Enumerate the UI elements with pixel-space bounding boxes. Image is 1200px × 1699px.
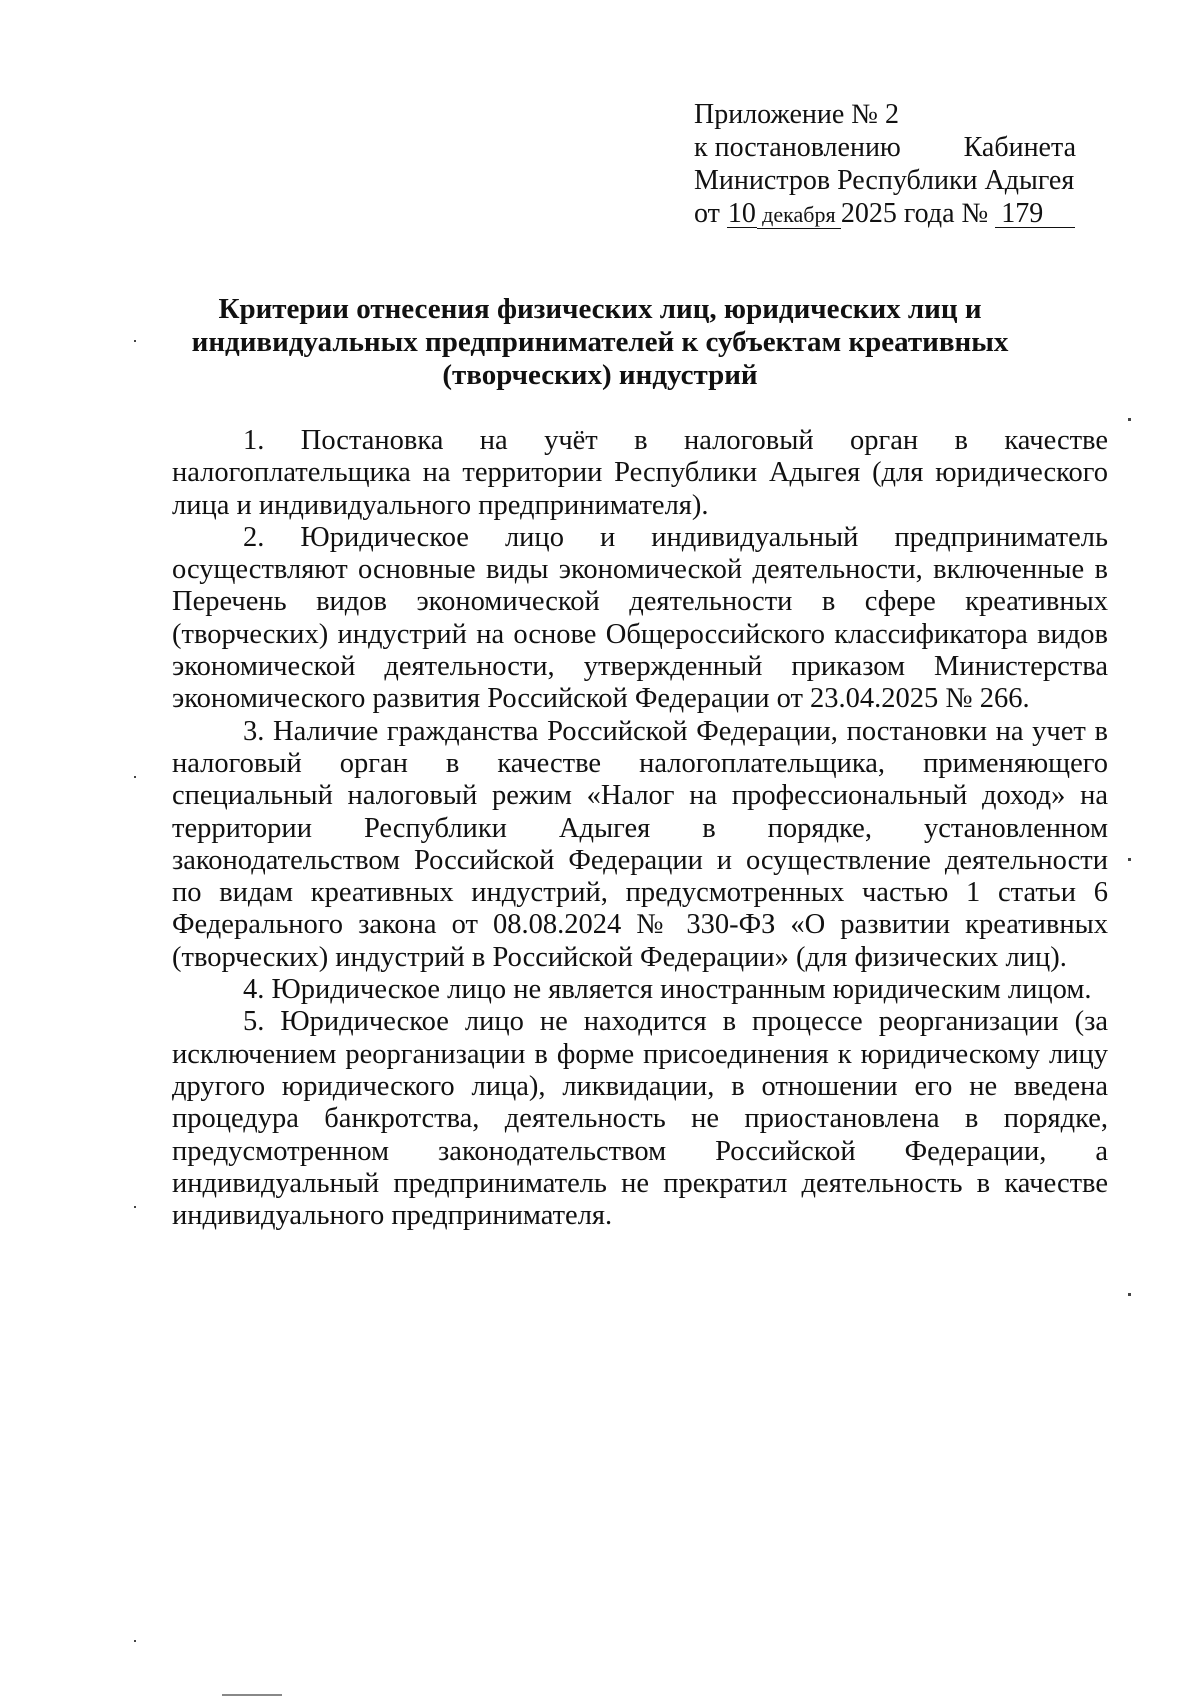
scan-speck	[1128, 858, 1131, 861]
scan-speck	[134, 340, 136, 342]
appendix-date-line	[694, 197, 1084, 230]
scan-speck	[134, 776, 136, 778]
scan-speck	[222, 1694, 282, 1696]
paragraph-5: 5. Юридическое лицо не находится в процессе реорганизации (за исключением реорганизации в форме присоединения к юридическому лицу другого юридического лица), ликвидации, в отношении его не введена процедура банкротства, деятельность не приостановлена в порядке, предусмотренном законодательством Российской Федерации, а индивидуальный предприниматель не прекратил деятельность в качестве индивидуального предпринимателя.	[172, 1006, 1108, 1232]
appendix-ministers-line: Министров Республики Адыгея	[694, 165, 1075, 196]
date-year: 2025 года №	[840, 198, 989, 229]
appendix-resolution-line	[694, 131, 1076, 164]
title-line-1: Критерии отнесения физических лиц, юридических лиц и	[218, 293, 982, 325]
scan-speck	[134, 1640, 136, 1642]
paragraph-1: 1. Постановка на учёт в налоговый орган в качестве налогоплательщика на территории Республики Адыгея (для юридического лица и индивидуального предпринимателя).	[172, 425, 1108, 521]
document-body	[172, 425, 1108, 1232]
date-day: 10	[727, 198, 756, 229]
date-prefix: от	[694, 198, 720, 229]
appendix-cabinet-label: Кабинета	[963, 132, 1076, 163]
date-month: декабря	[757, 202, 841, 229]
appendix-resolution-label: к постановлению	[694, 132, 901, 163]
appendix-header	[694, 98, 1084, 230]
date-number: 179	[995, 201, 1075, 228]
scan-speck	[1128, 1293, 1131, 1296]
appendix-number: Приложение № 2	[694, 99, 899, 130]
paragraph-3: 3. Наличие гражданства Российской Федерации, постановки на учет в налоговый орган в качестве налогоплательщика, применяющего специальный налоговый режим «Налог на профессиональный доход» на территории Республики Адыгея в порядке, установленном законодательством Российской Федерации и осуществление деятельности по видам креативных индустрий, предусмотренных частью 1 статьи 6 Федерального закона от 08.08.2024 № 330-ФЗ «О развитии креативных (творческих) индустрий в Российской Федерации» (для физических лиц).	[172, 715, 1108, 973]
document-title	[170, 293, 1030, 392]
title-line-2: индивидуальных предпринимателей к субъектам креативных	[191, 326, 1009, 358]
title-line-3: (творческих) индустрий	[442, 359, 758, 391]
paragraph-2: 2. Юридическое лицо и индивидуальный предприниматель осуществляют основные виды экономической деятельности, включенные в Перечень видов экономической деятельности в сфере креативных (творческих) индустрий на основе Общероссийского классификатора видов экономической деятельности, утвержденный приказом Министерства экономического развития Российской Федерации от 23.04.2025 № 266.	[172, 521, 1108, 715]
scan-speck	[1128, 418, 1131, 421]
paragraph-4: 4. Юридическое лицо не является иностранным юридическим лицом.	[243, 974, 1092, 1006]
scan-speck	[134, 1206, 136, 1208]
